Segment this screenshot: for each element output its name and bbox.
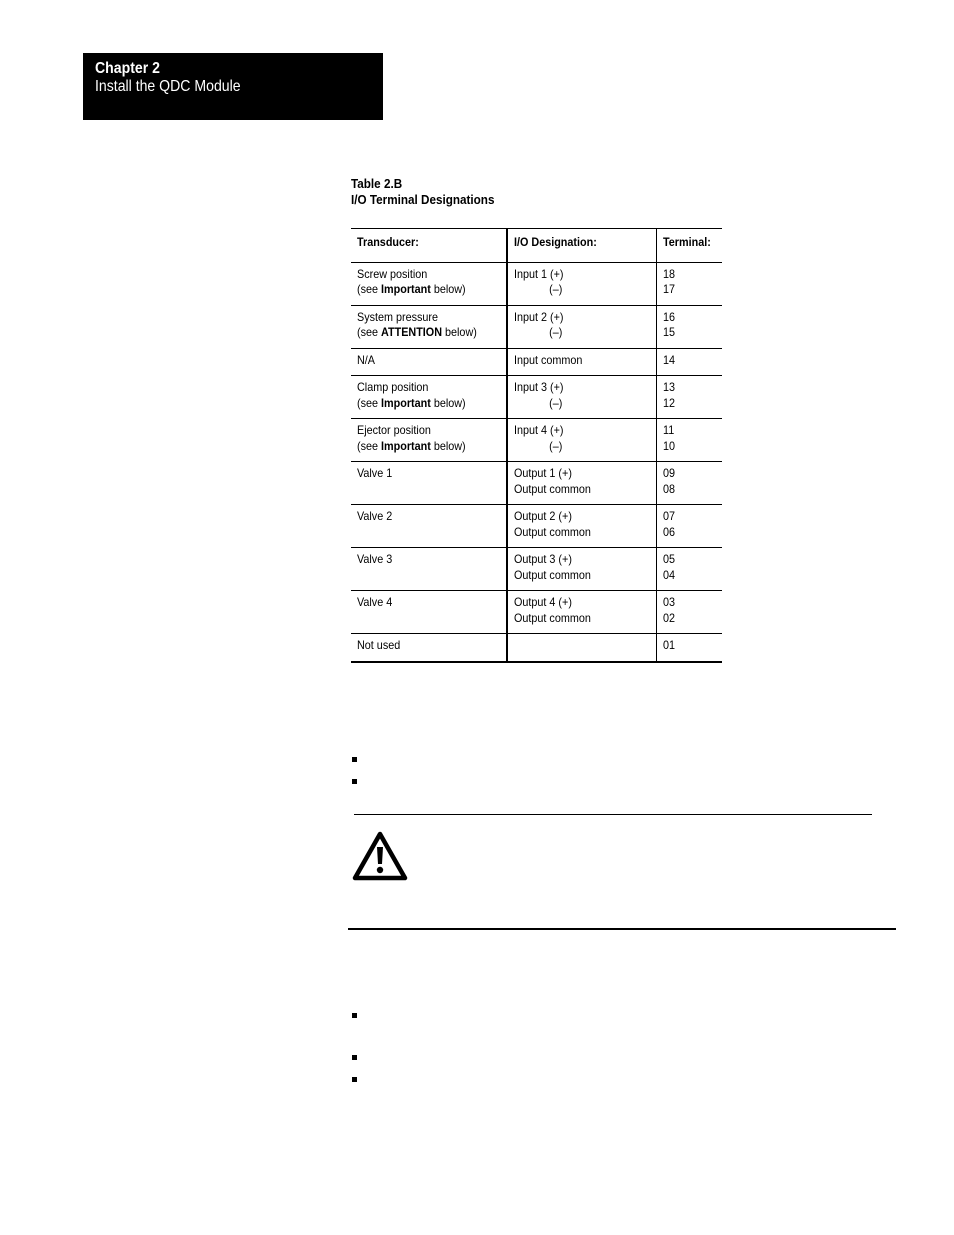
- terminal-number: 04: [662, 567, 675, 582]
- designation-cell: [507, 505, 656, 548]
- transducer-cell: [351, 634, 507, 662]
- transducer-name: Valve 4: [357, 595, 393, 609]
- terminal-number: 02: [662, 610, 675, 625]
- transducer-note: (see ATTENTION below): [357, 325, 477, 339]
- designation-cell: [507, 305, 656, 348]
- terminal-number: 11: [662, 423, 674, 437]
- terminal-cell: [656, 505, 722, 548]
- transducer-note: (see Important below): [357, 282, 466, 296]
- terminal-cell: [656, 591, 722, 634]
- transducer-cell: [351, 505, 507, 548]
- io-designation-negative: (–): [549, 325, 563, 339]
- table-row: [351, 548, 722, 591]
- io-designation: Input 3 (+): [514, 380, 564, 394]
- designation-cell: [507, 591, 656, 634]
- transducer-cell: [351, 348, 507, 376]
- divider: [354, 814, 872, 815]
- designation-cell: [507, 348, 656, 376]
- terminal-cell: [656, 262, 722, 305]
- terminal-cell: [656, 419, 722, 462]
- terminal-cell: [656, 376, 722, 419]
- table-row: [351, 505, 722, 548]
- terminal-number: 01: [662, 638, 675, 652]
- transducer-name: System pressure: [357, 309, 439, 324]
- column-header: Transducer:: [351, 229, 507, 263]
- transducer-cell: [351, 462, 507, 505]
- table-number: Table 2.B: [351, 176, 403, 191]
- io-designation-negative: (–): [549, 395, 563, 410]
- io-designation-common: Output common: [514, 524, 591, 539]
- transducer-name: Clamp position: [357, 380, 429, 394]
- designation-cell: [507, 462, 656, 505]
- io-designation: Output 2 (+): [514, 509, 572, 523]
- terminal-number: 12: [662, 395, 675, 410]
- terminal-number: 15: [662, 325, 675, 339]
- transducer-cell: [351, 591, 507, 634]
- divider: [348, 928, 896, 930]
- transducer-name: Ejector position: [357, 423, 431, 437]
- transducer-name: Valve 2: [357, 509, 393, 523]
- transducer-name: Not used: [357, 638, 401, 652]
- io-designation: Input 4 (+): [514, 423, 564, 437]
- terminal-number: 06: [662, 524, 675, 539]
- io-designation: Input 1 (+): [514, 266, 564, 281]
- terminal-number: 10: [662, 438, 675, 453]
- table-row: [351, 462, 722, 505]
- terminal-number: 08: [662, 481, 675, 496]
- terminal-number: 07: [662, 509, 675, 523]
- io-designation-common: Output common: [514, 610, 591, 625]
- terminal-number: 16: [662, 309, 675, 324]
- terminal-number: 03: [662, 595, 675, 609]
- terminal-number: 17: [662, 282, 675, 296]
- io-designation-common: Output common: [514, 567, 591, 582]
- chapter-header: [83, 53, 383, 120]
- bullet: [352, 1013, 357, 1018]
- designation-cell: [507, 634, 656, 662]
- io-designation: Input common: [514, 352, 583, 367]
- table-caption: [351, 176, 494, 208]
- transducer-cell: [351, 548, 507, 591]
- transducer-note: (see Important below): [357, 438, 466, 453]
- terminal-cell: [656, 462, 722, 505]
- bullet: [352, 1055, 357, 1060]
- io-designation-negative: (–): [549, 438, 563, 453]
- bullet: [352, 1077, 357, 1082]
- table-row: [351, 419, 722, 462]
- terminal-number: 09: [662, 466, 675, 480]
- terminal-number: 14: [662, 352, 675, 367]
- transducer-cell: [351, 262, 507, 305]
- table-row: [351, 376, 722, 419]
- terminal-cell: [656, 305, 722, 348]
- io-designation: Output 3 (+): [514, 552, 572, 566]
- transducer-note: (see Important below): [357, 395, 466, 410]
- transducer-cell: [351, 376, 507, 419]
- io-designation: Output 1 (+): [514, 466, 572, 480]
- io-designation: Output 4 (+): [514, 595, 572, 609]
- bullet: [352, 757, 357, 762]
- designation-cell: [507, 376, 656, 419]
- io-designation-negative: (–): [549, 282, 563, 296]
- terminal-number: 18: [662, 266, 675, 281]
- transducer-name: N/A: [357, 352, 376, 367]
- table-row: [351, 591, 722, 634]
- io-designation-common: Output common: [514, 481, 591, 496]
- terminal-cell: [656, 634, 722, 662]
- chapter-label: Chapter 2: [95, 60, 160, 77]
- transducer-name: Screw position: [357, 266, 428, 281]
- designation-cell: [507, 548, 656, 591]
- column-header: I/O Designation:: [507, 229, 656, 263]
- table-row: [351, 348, 722, 376]
- table-header-row: [351, 229, 722, 263]
- terminal-cell: [656, 348, 722, 376]
- terminal-number: 05: [662, 552, 675, 566]
- table-row: [351, 634, 722, 662]
- transducer-name: Valve 3: [357, 552, 393, 566]
- warning-triangle-icon: [352, 830, 408, 882]
- chapter-title: Install the QDC Module: [95, 78, 241, 95]
- terminal-cell: [656, 548, 722, 591]
- table-row: [351, 305, 722, 348]
- column-header: Terminal:: [656, 229, 722, 263]
- designation-cell: [507, 419, 656, 462]
- io-terminal-table: [351, 228, 722, 663]
- bullet: [352, 779, 357, 784]
- transducer-cell: [351, 419, 507, 462]
- table-row: [351, 262, 722, 305]
- table-title: I/O Terminal Designations: [351, 192, 495, 207]
- io-designation: Input 2 (+): [514, 309, 564, 324]
- transducer-cell: [351, 305, 507, 348]
- designation-cell: [507, 262, 656, 305]
- terminal-number: 13: [662, 380, 675, 394]
- transducer-name: Valve 1: [357, 466, 393, 480]
